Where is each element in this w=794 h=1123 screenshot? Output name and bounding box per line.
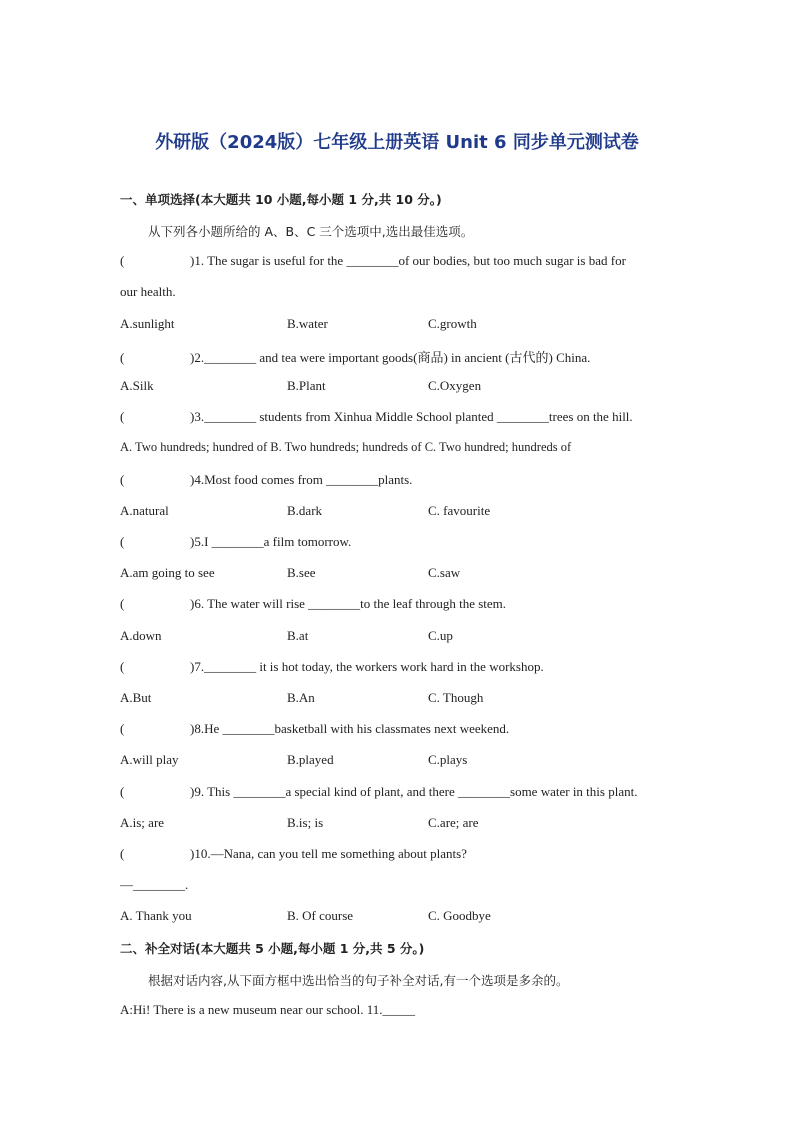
question-10-option-c: C. Goodbye <box>428 908 491 923</box>
question-6-option-b: B.at <box>287 628 309 643</box>
section-1-heading: 一、单项选择(本大题共 10 小题,每小题 1 分,共 10 分。) <box>120 192 442 207</box>
question-6-option-a: A.down <box>120 628 162 643</box>
section-2-instruction: 根据对话内容,从下面方框中选出恰当的句子补全对话,有一个选项是多余的。 <box>148 973 569 988</box>
question-1-stem: ( )1. The sugar is useful for the ________of our bodies, but too much sugar is bad for <box>120 253 626 268</box>
question-4-option-a: A.natural <box>120 503 169 518</box>
question-10-option-a: A. Thank you <box>120 908 192 923</box>
question-10-option-b: B. Of course <box>287 908 354 923</box>
question-5-option-a: A.am going to see <box>120 565 215 580</box>
section-2-heading: 二、补全对话(本大题共 5 小题,每小题 1 分,共 5 分。) <box>120 941 425 956</box>
question-8-option-a: A.will play <box>120 752 179 767</box>
page-title: 外研版（2024版）七年级上册英语 Unit 6 同步单元测试卷 <box>155 132 639 153</box>
dialogue-line-1: A:Hi! There is a new museum near our school. 11._____ <box>120 1002 415 1017</box>
question-6-stem: ( )6. The water will rise ________to the leaf through the stem. <box>120 596 507 611</box>
question-7-option-b: B.An <box>287 690 315 705</box>
question-2-option-b: B.Plant <box>287 378 326 393</box>
question-1-option-c: C.growth <box>428 316 477 331</box>
question-9-option-c: C.are; are <box>428 815 479 830</box>
question-1-continuation: our health. <box>120 284 176 299</box>
question-2-option-c: C.Oxygen <box>428 378 482 393</box>
question-7-option-a: A.But <box>120 690 152 705</box>
question-2-option-a: A.Silk <box>120 378 154 393</box>
question-4-option-b: B.dark <box>287 503 323 518</box>
question-5-option-b: B.see <box>287 565 316 580</box>
question-5-stem: ( )5.I ________a film tomorrow. <box>120 534 352 549</box>
question-7-stem: ( )7.________ it is hot today, the workers work hard in the workshop. <box>120 659 544 674</box>
question-3-stem: ( )3.________ students from Xinhua Middle School planted ________trees on the hill. <box>120 409 633 424</box>
question-5-option-c: C.saw <box>428 565 461 580</box>
question-7-option-c: C. Though <box>428 690 484 705</box>
question-8-stem: ( )8.He ________basketball with his classmates next weekend. <box>120 721 510 736</box>
question-9-option-b: B.is; is <box>287 815 324 830</box>
question-8-option-b: B.played <box>287 752 334 767</box>
question-8-option-c: C.plays <box>428 752 468 767</box>
question-4-option-c: C. favourite <box>428 503 491 518</box>
question-1-option-a: A.sunlight <box>120 316 175 331</box>
section-1-instruction: 从下列各小题所给的 A、B、C 三个选项中,选出最佳选项。 <box>148 224 474 239</box>
question-2-stem: ( )2.________ and tea were important goods(商品) in ancient (古代的) China. <box>120 350 591 365</box>
question-1-option-b: B.water <box>287 316 328 331</box>
question-9-stem: ( )9. This ________a special kind of plant, and there ________some water in this plant. <box>120 784 638 799</box>
question-10-stem: ( )10.—Nana, can you tell me something about plants? <box>120 846 467 861</box>
question-3-options: A. Two hundreds; hundred of B. Two hundreds; hundreds of C. Two hundred; hundreds of <box>120 440 572 454</box>
question-9-option-a: A.is; are <box>120 815 165 830</box>
question-10-continuation: —________. <box>120 877 189 892</box>
question-4-stem: ( )4.Most food comes from ________plants. <box>120 472 413 487</box>
question-6-option-c: C.up <box>428 628 453 643</box>
